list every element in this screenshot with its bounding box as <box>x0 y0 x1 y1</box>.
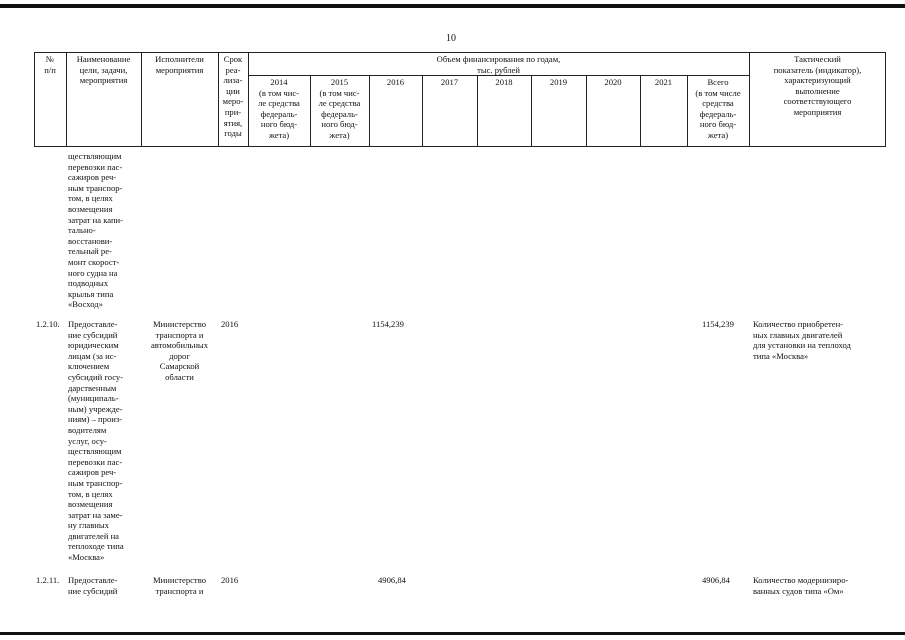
top-rule <box>0 4 905 8</box>
header-year-2019: 2019 <box>549 77 568 87</box>
row-value-2016: 4906,84 <box>378 575 406 585</box>
row-indicator: Количество приобретен- ных главных двигателей для установки на теплоход типа «Москва» <box>753 319 851 361</box>
row-number: 1.2.10. <box>36 319 60 329</box>
header-year-2016: 2016 <box>386 77 405 87</box>
header-year-2014: 2014 (в том чис- ле средства федераль- ного бюд- жета) <box>258 77 300 140</box>
header-num: № п/п <box>44 54 56 75</box>
header-year-2017: 2017 <box>440 77 459 87</box>
row-value-total: 1154,239 <box>702 319 734 329</box>
header-year-2015: 2015 (в том чис- ле средства федераль- ного бюд- жета) <box>318 77 361 140</box>
header-name: Наименование цели, задачи, мероприятия <box>76 54 131 86</box>
row-value-total: 4906,84 <box>702 575 730 585</box>
row-number: 1.2.11. <box>36 575 60 585</box>
row-name: Предоставле- ние субсидий <box>68 575 118 596</box>
row-continuation-name: ществляющим перевозки пас- сажиров реч- ным транспор- том, в целях возмещения затрат на капи- тально- восстанови- тельный ре- монт скорост- ного судна на подводных крылья типа «Восход» <box>68 151 124 310</box>
bottom-rule <box>0 632 905 635</box>
header-year-2021: 2021 <box>654 77 673 87</box>
row-executor: Министерство транспорта и <box>153 575 206 596</box>
header-indicator: Тактический показатель (индикатор), характеризующий выполнение соответствующего мероприятия <box>773 54 862 117</box>
row-indicator: Количество модернизиро- ванных судов типа «Ом» <box>753 575 849 596</box>
row-executor: Министерство транспорта и автомобильных дорог Самарской области <box>150 319 209 382</box>
header-finance: Объем финансирования по годам, тыс. рублей <box>436 54 561 75</box>
row-value-2016: 1154,239 <box>372 319 404 329</box>
page-number: 10 <box>446 33 456 44</box>
header-total: Всего (в том числе средства федераль- ного бюд- жета) <box>695 77 741 140</box>
header-year-2020: 2020 <box>604 77 622 87</box>
header-term: Срок реа- лиза- ции меро- при- ятия, годы <box>222 54 244 139</box>
row-term: 2016 <box>221 575 239 585</box>
row-term: 2016 <box>221 319 239 329</box>
header-executors: Исполнители мероприятия <box>155 54 204 75</box>
header-year-2018: 2018 <box>495 77 513 87</box>
row-name: Предоставле- ние субсидий юридическим лицам (за ис- ключением субсидий госу- дарственным (муниципаль- ным) учрежде- ниям) – произ- водителям услуг, осу- ществляющим перевозки пас- сажиров реч- ным транспор- том, в целях возмещения затрат на заме- ну главных двигателей на теплоходе типа «Москва» <box>68 319 124 563</box>
